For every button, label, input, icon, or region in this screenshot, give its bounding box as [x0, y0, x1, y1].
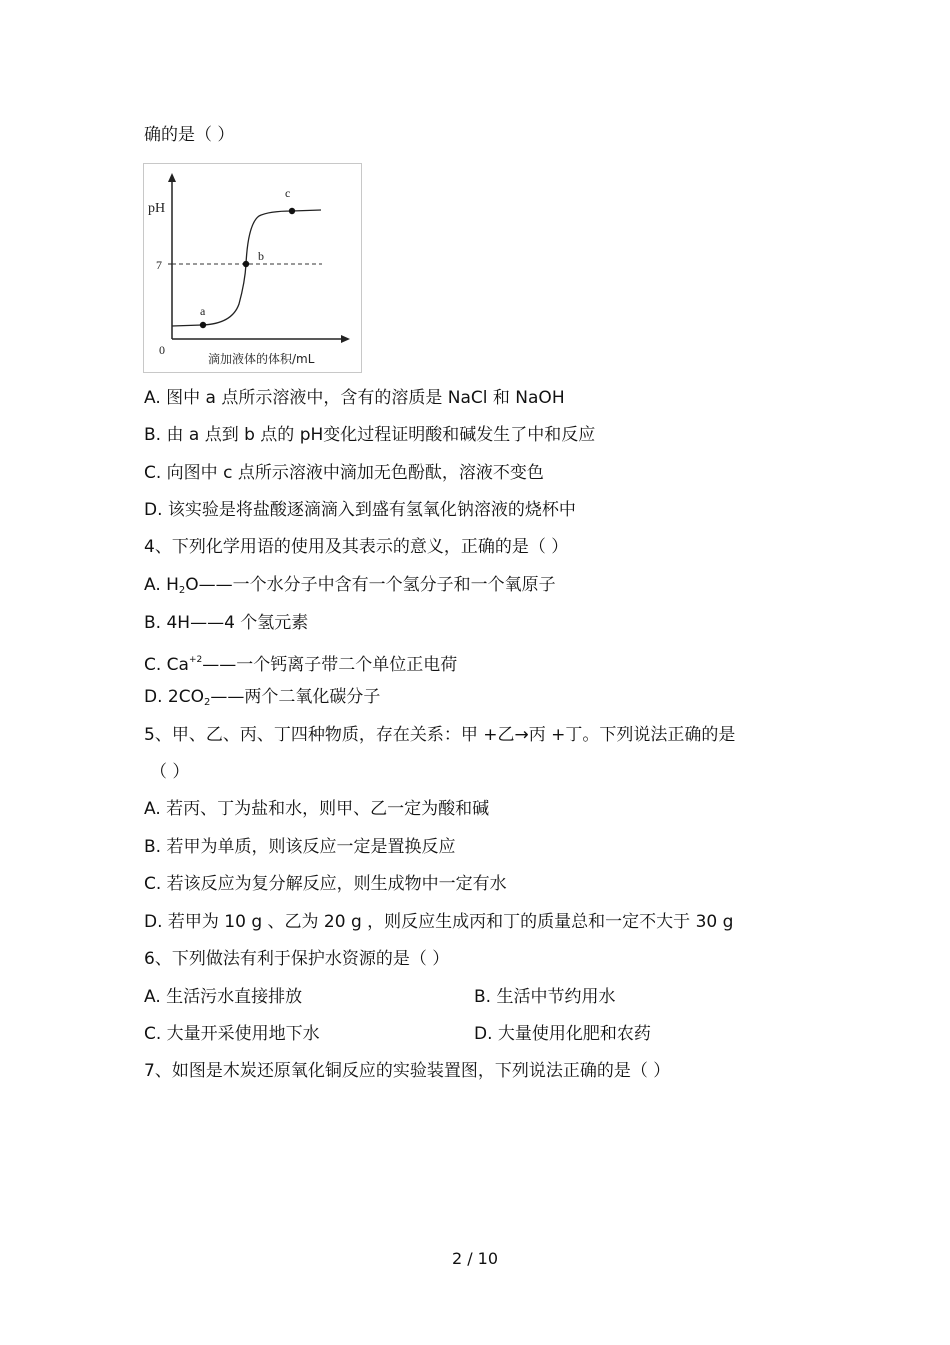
question-6-stem: 6、下列做法有利于保护水资源的是（ ） [144, 949, 450, 969]
q3-option-d: D. 该实验是将盐酸逐滴滴入到盛有氢氧化钠溶液的烧杯中 [144, 500, 576, 520]
q5-option-a: A. 若丙、丁为盐和水，则甲、乙一定为酸和碱 [144, 799, 490, 819]
q4d-text-post: ——两个二氧化碳分子 [210, 687, 381, 707]
ph-titration-figure [143, 163, 362, 373]
point-b-label: b [258, 249, 264, 263]
q6-option-a: A. 生活污水直接排放 [144, 987, 303, 1007]
ph7-label: 7 [156, 258, 162, 272]
q4c-superscript: +2 [188, 655, 203, 665]
q5-option-c: C. 若该反应为复分解反应，则生成物中一定有水 [144, 874, 507, 894]
q5-option-d: D. 若甲为 10 g 、乙为 20 g ，则反应生成丙和丁的质量总和一定不大于 30 g [144, 912, 734, 932]
q6-option-d: D. 大量使用化肥和农药 [474, 1024, 651, 1044]
q4d-text-pre: D. 2CO [144, 687, 204, 707]
point-a-dot [200, 322, 206, 328]
q4-option-d [144, 686, 380, 714]
question-5-paren: （ ） [150, 762, 190, 782]
q4a-subscript: 2 [178, 585, 186, 596]
q6-option-b: B. 生活中节约用水 [474, 987, 616, 1007]
point-c-dot [289, 208, 295, 214]
ph-curve [172, 210, 321, 326]
question-7-stem: 7、如图是木炭还原氧化铜反应的实验装置图，下列说法正确的是（ ） [144, 1061, 671, 1081]
point-a-label: a [200, 304, 206, 318]
q4c-text-pre: C. Ca [144, 655, 189, 675]
y-axis-arrow [168, 173, 176, 182]
point-b-dot [243, 261, 249, 267]
q4a-text-pre: A. H [144, 575, 179, 595]
q4d-subscript: 2 [203, 697, 211, 708]
q4-option-c [144, 649, 457, 676]
q3-option-a: A. 图中 a 点所示溶液中，含有的溶质是 NaCl 和 NaOH [144, 388, 565, 408]
q5-option-b: B. 若甲为单质，则该反应一定是置换反应 [144, 837, 456, 857]
q4-option-a [144, 574, 556, 602]
point-c-label: c [285, 186, 291, 200]
question-5-stem: 5、甲、乙、丙、丁四种物质，存在关系：甲 +乙→丙 +丁。下列说法正确的是 [144, 725, 736, 745]
q3-option-c: C. 向图中 c 点所示溶液中滴加无色酚酞，溶液不变色 [144, 463, 544, 483]
question-4-stem: 4、下列化学用语的使用及其表示的意义，正确的是（ ） [144, 537, 569, 557]
y-axis-label: pH [148, 201, 166, 216]
origin-label: 0 [159, 343, 165, 357]
q4c-text-post: ——一个钙离子带二个单位正电荷 [202, 655, 458, 675]
page-number: 2 / 10 [451, 1249, 499, 1268]
x-axis-label: 滴加液体的体积/mL [208, 352, 315, 366]
q4-option-b: B. 4H——4 个氢元素 [144, 613, 309, 633]
x-axis-arrow [341, 335, 350, 343]
q6-option-c: C. 大量开采使用地下水 [144, 1024, 320, 1044]
q4a-text-post: O——一个水分子中含有一个氢分子和一个氧原子 [185, 575, 556, 595]
question-fragment: 确的是（ ） [144, 125, 235, 145]
q3-option-b: B. 由 a 点到 b 点的 pH变化过程证明酸和碱发生了中和反应 [144, 425, 596, 445]
